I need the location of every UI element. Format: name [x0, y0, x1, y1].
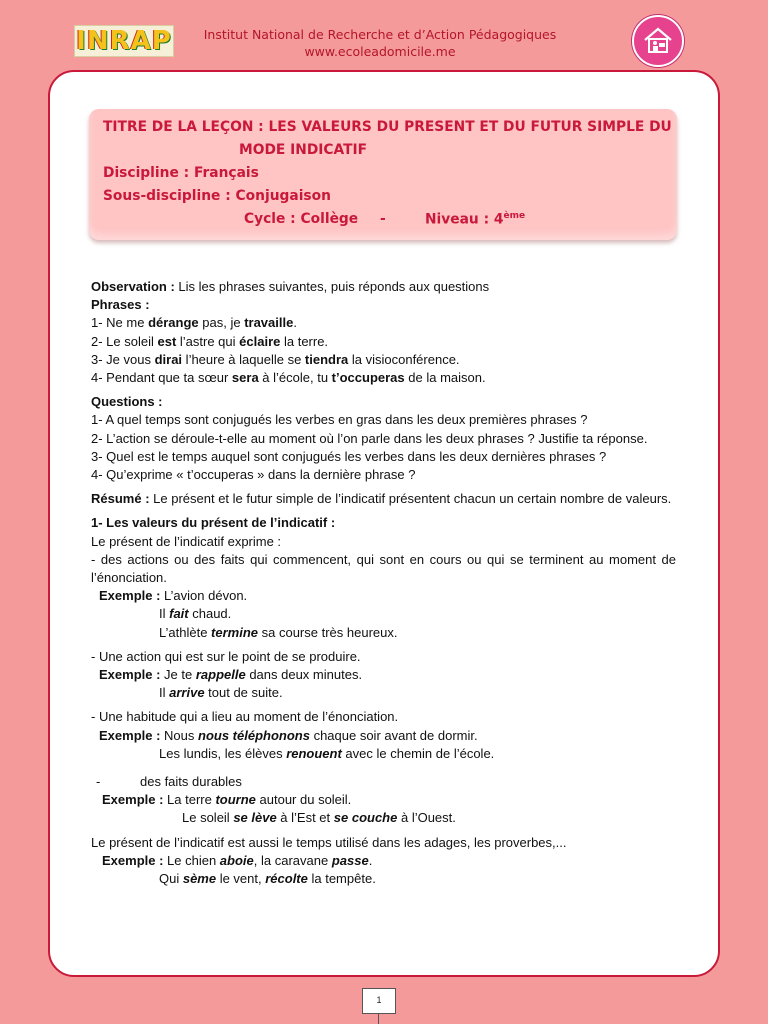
value-3-example-2: Les lundis, les élèves renouent avec le chemin de l’école. — [159, 745, 495, 761]
phrase-4: 4- Pendant que ta sœur sera à l’école, tu t’occuperas de la maison. — [91, 370, 486, 386]
question-4: 4- Qu’exprime « t’occuperas » dans la dernière phrase ? — [91, 467, 416, 483]
discipline: Discipline : Français — [103, 165, 259, 181]
logo-text: INRAP — [76, 26, 172, 56]
niveau: Niveau : 4ème — [425, 211, 526, 228]
resume: Résumé : Le présent et le futur simple de l’indicatif présentent chacun un certain nombre de valeurs. — [91, 491, 672, 507]
questions-label: Questions : — [91, 394, 163, 410]
header-text — [180, 26, 580, 60]
inrap-logo — [74, 25, 174, 57]
value-5-example-2: Qui sème le vent, récolte la tempête. — [159, 871, 376, 887]
institute-name: Institut National de Recherche et d’Action Pédagogiques — [203, 27, 557, 42]
lesson-title-line1: TITRE DE LA LEÇON : LES VALEURS DU PRESENT ET DU FUTUR SIMPLE DU — [103, 119, 672, 135]
value-4-example-2: Le soleil se lève à l’Est et se couche à l’Ouest. — [182, 810, 456, 826]
value-2-example-1: Exemple : Je te rappelle dans deux minutes. — [99, 667, 363, 683]
page-number-connector — [378, 1014, 379, 1024]
phrase-2: 2- Le soleil est l’astre qui éclaire la terre. — [91, 333, 329, 349]
value-3-example-1: Exemple : Nous nous téléphonons chaque soir avant de dormir. — [99, 727, 478, 743]
phrases-label: Phrases : — [91, 297, 150, 313]
phrase-3: 3- Je vous dirai l’heure à laquelle se tiendra la visioconférence. — [91, 351, 460, 367]
question-2: 2- L’action se déroule-t-elle au moment où l’on parle dans les deux phrases ? Justifie ta réponse. — [91, 430, 648, 446]
page-number: 1 — [362, 988, 396, 1014]
value-3: - Une habitude qui a lieu au moment de l’énonciation. — [91, 709, 399, 725]
value-2: - Une action qui est sur le point de se produire. — [91, 648, 361, 664]
value-1-example-3: L’athlète termine sa course très heureux. — [159, 624, 398, 640]
separator: - — [380, 211, 386, 227]
value-4-example-1: Exemple : La terre tourne autour du soleil. — [102, 792, 352, 808]
value-1-example-1: Exemple : L’avion dévon. — [99, 588, 248, 604]
cycle: Cycle : Collège — [244, 211, 359, 227]
value-5-example-1: Exemple : Le chien aboie, la caravane passe. — [102, 852, 373, 868]
value-1-example-2: Il fait chaud. — [159, 606, 232, 622]
sous-discipline: Sous-discipline : Conjugaison — [103, 188, 331, 204]
section-intro: Le présent de l’indicatif exprime : — [91, 533, 282, 549]
value-1: - des actions ou des faits qui commencent, qui sont en cours ou qui se terminent au moment de l’énonciation. — [91, 551, 676, 586]
section-heading: 1- Les valeurs du présent de l’indicatif : — [91, 515, 336, 531]
value-2-example-2: Il arrive tout de suite. — [159, 685, 283, 701]
question-1: 1- A quel temps sont conjugués les verbes en gras dans les deux premières phrases ? — [91, 412, 588, 428]
phrase-1: 1- Ne me dérange pas, je travaille. — [91, 315, 297, 331]
lesson-title-line2: MODE INDICATIF — [239, 142, 368, 158]
value-4: - des faits durables — [96, 774, 242, 790]
website-link[interactable]: www.ecoleadomicile.me — [304, 44, 456, 59]
observation: Observation : Lis les phrases suivantes, puis réponds aux questions — [91, 279, 490, 294]
lesson-content — [91, 278, 676, 888]
lesson-title-box — [89, 109, 677, 240]
house-study-icon — [632, 15, 684, 67]
value-5: Le présent de l’indicatif est aussi le temps utilisé dans les adages, les proverbes,... — [91, 834, 567, 850]
question-3: 3- Quel est le temps auquel sont conjugués les verbes dans les deux dernières phrases ? — [91, 448, 607, 464]
